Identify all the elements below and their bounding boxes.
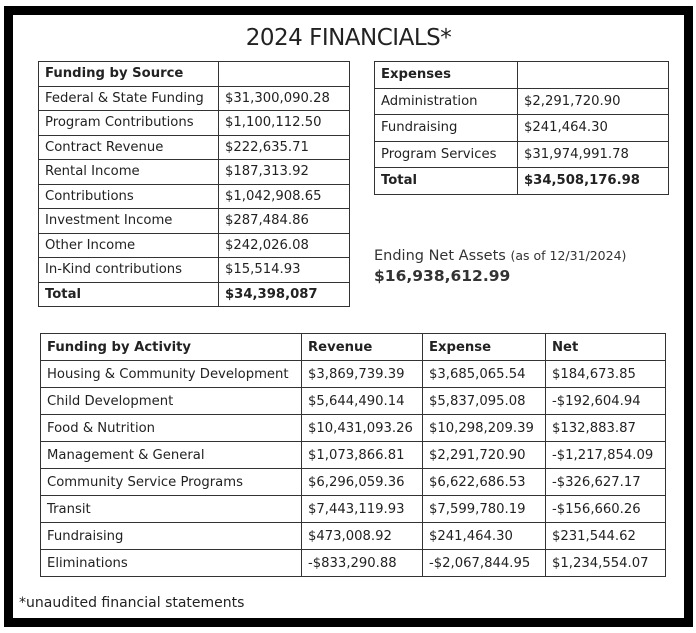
- total-value: $34,508,176.98: [518, 168, 669, 195]
- column-header-expense: Expense: [423, 334, 546, 361]
- expense-cell: $241,464.30: [423, 523, 546, 550]
- table-row: [39, 258, 350, 283]
- expense-cell: $7,599,780.19: [423, 496, 546, 523]
- column-header: Expenses: [375, 62, 518, 89]
- expense-cell: $10,298,209.39: [423, 415, 546, 442]
- table-row: [41, 388, 666, 415]
- table-row: [375, 141, 669, 168]
- net-cell: $231,544.62: [546, 523, 666, 550]
- table-row: [39, 111, 350, 136]
- row-label: Program Contributions: [39, 111, 219, 136]
- row-label: Rental Income: [39, 160, 219, 185]
- expense-cell: -$2,067,844.95: [423, 550, 546, 577]
- table-row: [41, 361, 666, 388]
- revenue-cell: $5,644,490.14: [302, 388, 423, 415]
- column-header: [219, 62, 350, 87]
- column-header: Funding by Source: [39, 62, 219, 87]
- table-row: [41, 523, 666, 550]
- table-row: [41, 469, 666, 496]
- net-cell: $1,234,554.07: [546, 550, 666, 577]
- total-label: Total: [375, 168, 518, 195]
- row-label: Other Income: [39, 233, 219, 258]
- table-row: [41, 442, 666, 469]
- row-label: Federal & State Funding: [39, 86, 219, 111]
- table-row: [39, 209, 350, 234]
- net-assets-date: (as of 12/31/2024): [510, 248, 627, 263]
- total-row: [39, 282, 350, 307]
- revenue-cell: $3,869,739.39: [302, 361, 423, 388]
- row-label: Program Services: [375, 141, 518, 168]
- activity-cell: Transit: [41, 496, 302, 523]
- net-assets-value: $16,938,612.99: [374, 267, 511, 285]
- table-row: [39, 160, 350, 185]
- table-header-row: [375, 62, 669, 89]
- net-cell: -$156,660.26: [546, 496, 666, 523]
- table-row: [375, 88, 669, 115]
- row-value: $15,514.93: [219, 258, 350, 283]
- funding-by-source-table: [38, 61, 350, 307]
- row-value: $287,484.86: [219, 209, 350, 234]
- revenue-cell: $6,296,059.36: [302, 469, 423, 496]
- row-value: $1,100,112.50: [219, 111, 350, 136]
- revenue-cell: $10,431,093.26: [302, 415, 423, 442]
- total-value: $34,398,087: [219, 282, 350, 307]
- net-cell: -$1,217,854.09: [546, 442, 666, 469]
- ending-net-assets: [374, 248, 626, 285]
- page-title: 2024 FINANCIALS*: [245, 25, 452, 51]
- table-row: [41, 496, 666, 523]
- row-label: Fundraising: [375, 115, 518, 142]
- revenue-cell: $7,443,119.93: [302, 496, 423, 523]
- column-header-revenue: Revenue: [302, 334, 423, 361]
- expenses-table: [374, 61, 669, 195]
- row-label: Administration: [375, 88, 518, 115]
- activity-cell: Food & Nutrition: [41, 415, 302, 442]
- net-cell: $132,883.87: [546, 415, 666, 442]
- table-row: [375, 115, 669, 142]
- row-value: $1,042,908.65: [219, 184, 350, 209]
- revenue-cell: -$833,290.88: [302, 550, 423, 577]
- funding-by-activity-table: [40, 333, 666, 577]
- footnote: *unaudited financial statements: [19, 595, 245, 611]
- activity-cell: Fundraising: [41, 523, 302, 550]
- expense-cell: $3,685,065.54: [423, 361, 546, 388]
- revenue-cell: $473,008.92: [302, 523, 423, 550]
- table-row: [41, 415, 666, 442]
- row-value: $222,635.71: [219, 135, 350, 160]
- total-row: [375, 168, 669, 195]
- net-assets-label: Ending Net Assets: [374, 248, 506, 264]
- row-value: $187,313.92: [219, 160, 350, 185]
- row-label: Contract Revenue: [39, 135, 219, 160]
- table-row: [41, 550, 666, 577]
- column-header-activity: Funding by Activity: [41, 334, 302, 361]
- net-cell: -$192,604.94: [546, 388, 666, 415]
- total-label: Total: [39, 282, 219, 307]
- row-value: $2,291,720.90: [518, 88, 669, 115]
- activity-cell: Child Development: [41, 388, 302, 415]
- expense-cell: $5,837,095.08: [423, 388, 546, 415]
- table-row: [39, 135, 350, 160]
- row-value: $242,026.08: [219, 233, 350, 258]
- column-header-net: Net: [546, 334, 666, 361]
- table-header-row: [41, 334, 666, 361]
- column-header: [518, 62, 669, 89]
- table-row: [39, 233, 350, 258]
- table-header-row: [39, 62, 350, 87]
- activity-cell: Management & General: [41, 442, 302, 469]
- row-label: In-Kind contributions: [39, 258, 219, 283]
- row-label: Contributions: [39, 184, 219, 209]
- net-cell: -$326,627.17: [546, 469, 666, 496]
- table-row: [39, 184, 350, 209]
- activity-cell: Housing & Community Development: [41, 361, 302, 388]
- row-value: $31,300,090.28: [219, 86, 350, 111]
- activity-cell: Eliminations: [41, 550, 302, 577]
- expense-cell: $6,622,686.53: [423, 469, 546, 496]
- table-row: [39, 86, 350, 111]
- financials-frame: [4, 6, 693, 627]
- row-value: $31,974,991.78: [518, 141, 669, 168]
- row-label: Investment Income: [39, 209, 219, 234]
- row-value: $241,464.30: [518, 115, 669, 142]
- activity-cell: Community Service Programs: [41, 469, 302, 496]
- revenue-cell: $1,073,866.81: [302, 442, 423, 469]
- net-cell: $184,673.85: [546, 361, 666, 388]
- expense-cell: $2,291,720.90: [423, 442, 546, 469]
